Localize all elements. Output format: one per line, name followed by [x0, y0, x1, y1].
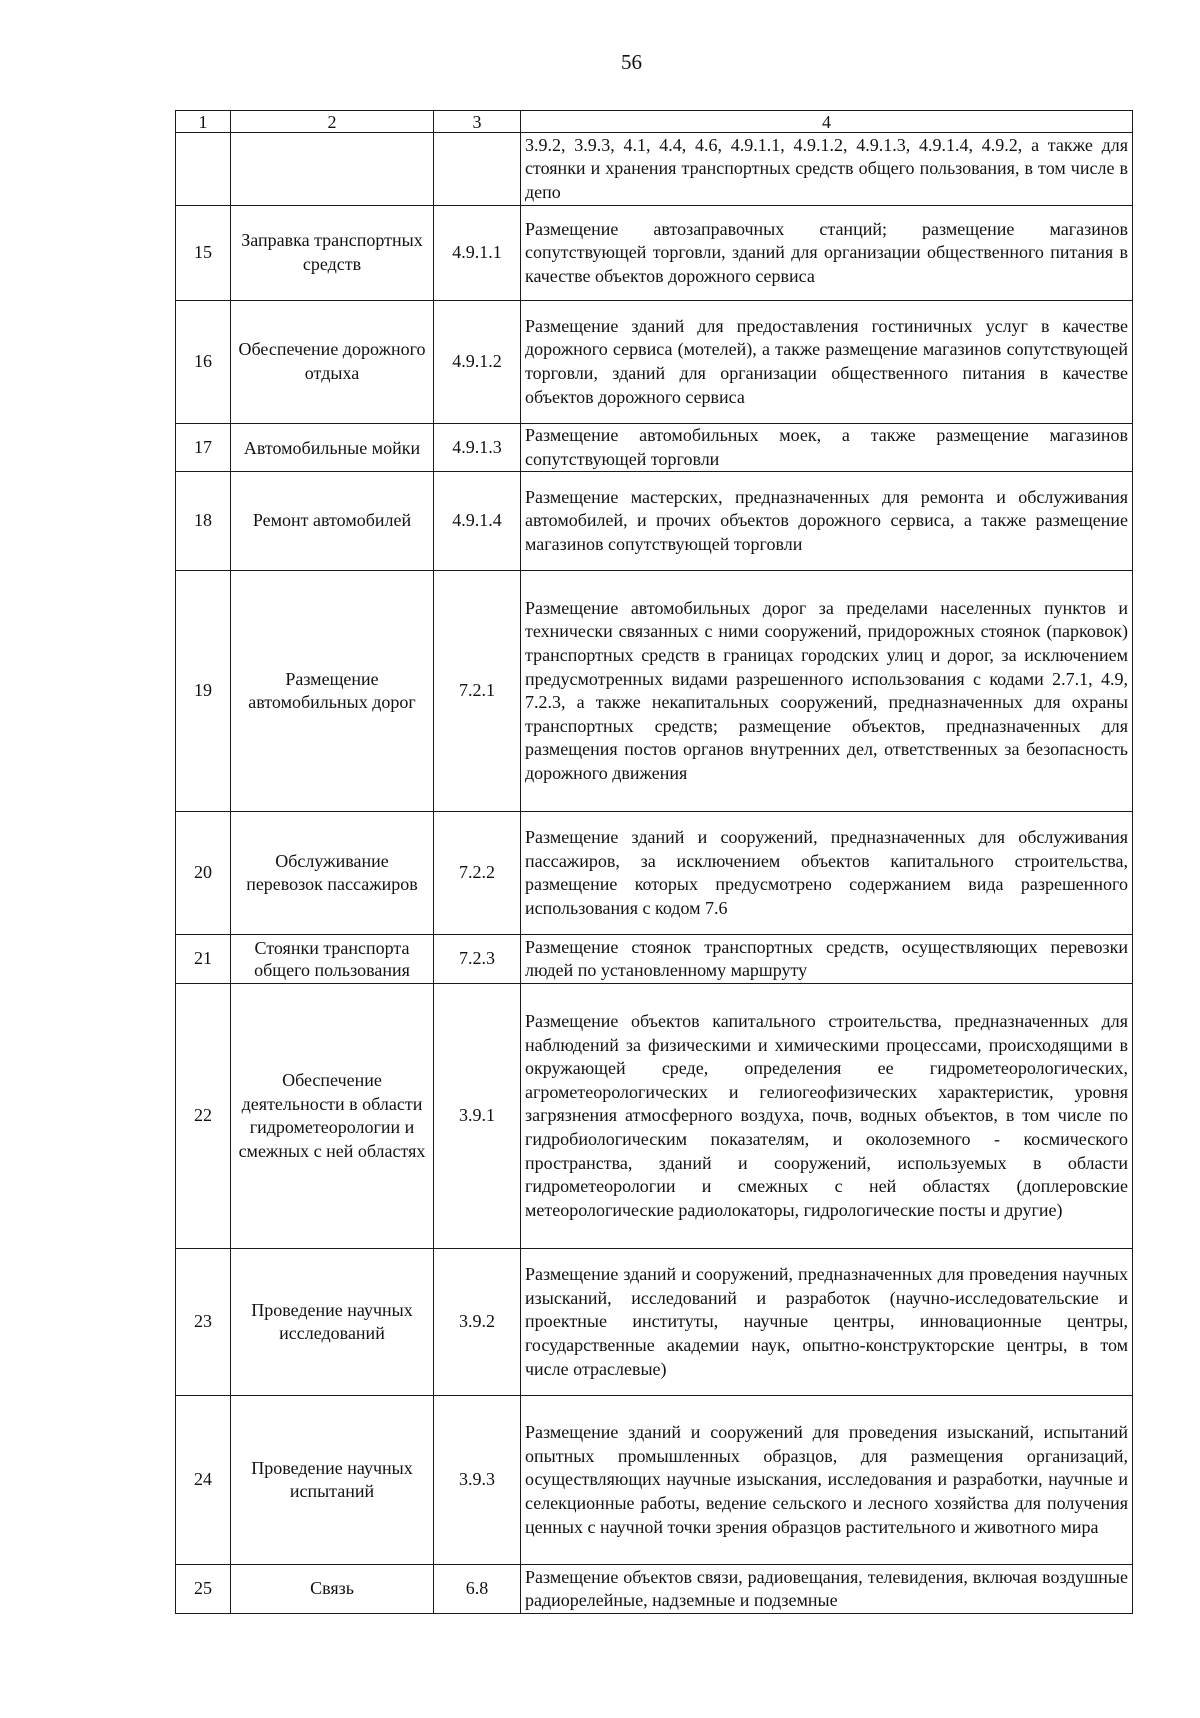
- use-description: Размещение мастерских, предназначенных для ремонта и обслуживания автомобилей, и прочих объектов дорожного сервиса, а также размещение магазинов сопутствующей торговли: [521, 472, 1133, 571]
- land-use-table: [175, 110, 1133, 1614]
- use-name: Обеспечение дорожного отдыха: [231, 301, 434, 424]
- row-number: 16: [176, 301, 231, 424]
- header-col-3: 3: [434, 111, 521, 133]
- table-row: [176, 935, 1133, 984]
- use-description: Размещение объектов связи, радиовещания, телевидения, включая воздушные радиорелейные, надземные и подземные: [521, 1565, 1133, 1614]
- use-name: Автомобильные мойки: [231, 424, 434, 472]
- row-number: 21: [176, 935, 231, 984]
- row-number: 22: [176, 984, 231, 1249]
- use-code: [434, 133, 521, 206]
- header-col-4: 4: [521, 111, 1133, 133]
- table-row: [176, 133, 1133, 206]
- use-code: 6.8: [434, 1565, 521, 1614]
- row-number: 25: [176, 1565, 231, 1614]
- use-description: Размещение зданий и сооружений для проведения изысканий, испытаний опытных промышленных образцов, для размещения организаций, осуществляющих научные изыскания, исследования и разработки, научные и селекционные работы, ведение сельского и лесного хозяйства для получения ценных с научной точки зрения образцов растительного и животного мира: [521, 1396, 1133, 1565]
- table-row: [176, 812, 1133, 935]
- use-name: [231, 133, 434, 206]
- use-description: Размещение автомобильных моек, а также размещение магазинов сопутствующей торговли: [521, 424, 1133, 472]
- use-name: Обслуживание перевозок пассажиров: [231, 812, 434, 935]
- use-description: Размещение автозаправочных станций; размещение магазинов сопутствующей торговли, зданий для организации общественного питания в качестве объектов дорожного сервиса: [521, 206, 1133, 301]
- row-number: 23: [176, 1249, 231, 1396]
- table-row: [176, 301, 1133, 424]
- use-code: 4.9.1.2: [434, 301, 521, 424]
- use-code: 3.9.1: [434, 984, 521, 1249]
- table-row: [176, 1565, 1133, 1614]
- use-description: Размещение зданий для предоставления гостиничных услуг в качестве дорожного сервиса (мотелей), а также размещение магазинов сопутствующей торговли, зданий для организации общественного питания в качестве объектов дорожного сервиса: [521, 301, 1133, 424]
- table-row: [176, 984, 1133, 1249]
- use-name: Проведение научных исследований: [231, 1249, 434, 1396]
- table-row: [176, 472, 1133, 571]
- use-description: 3.9.2, 3.9.3, 4.1, 4.4, 4.6, 4.9.1.1, 4.9.1.2, 4.9.1.3, 4.9.1.4, 4.9.2, а также для стоянки и хранения транспортных средств общего пользования, в том числе в депо: [521, 133, 1133, 206]
- use-code: 4.9.1.4: [434, 472, 521, 571]
- use-name: Стоянки транспорта общего пользования: [231, 935, 434, 984]
- use-code: 4.9.1.1: [434, 206, 521, 301]
- row-number: 18: [176, 472, 231, 571]
- page-number: 56: [621, 50, 642, 74]
- row-number: 24: [176, 1396, 231, 1565]
- use-code: 7.2.3: [434, 935, 521, 984]
- row-number: 15: [176, 206, 231, 301]
- row-number: 20: [176, 812, 231, 935]
- use-description: Размещение стоянок транспортных средств, осуществляющих перевозки людей по установленному маршруту: [521, 935, 1133, 984]
- table-header-row: [176, 111, 1133, 133]
- header-col-1: 1: [176, 111, 231, 133]
- use-description: Размещение зданий и сооружений, предназначенных для проведения научных изысканий, исследований и разработок (научно-исследовательские и проектные институты, научные центры, инновационные центры, государственные академии наук, опытно-конструкторские центры, в том числе отраслевые): [521, 1249, 1133, 1396]
- use-name: Связь: [231, 1565, 434, 1614]
- use-name: Проведение научных испытаний: [231, 1396, 434, 1565]
- row-number: [176, 133, 231, 206]
- use-name: Обеспечение деятельности в области гидрометеорологии и смежных с ней областях: [231, 984, 434, 1249]
- use-name: Размещение автомобильных дорог: [231, 571, 434, 812]
- row-number: 19: [176, 571, 231, 812]
- use-code: 7.2.2: [434, 812, 521, 935]
- use-name: Ремонт автомобилей: [231, 472, 434, 571]
- table-row: [176, 571, 1133, 812]
- row-number: 17: [176, 424, 231, 472]
- table-row: [176, 1249, 1133, 1396]
- use-code: 3.9.3: [434, 1396, 521, 1565]
- header-col-2: 2: [231, 111, 434, 133]
- use-code: 3.9.2: [434, 1249, 521, 1396]
- use-description: Размещение объектов капитального строительства, предназначенных для наблюдений за физическими и химическими процессами, происходящими в окружающей среде, определения ее гидрометеорологических, агрометеорологических и гелиогеофизических характеристик, уровня загрязнения атмосферного воздуха, почв, водных объектов, в том числе по гидробиологическим показателям, и околоземного - космического пространства, зданий и сооружений, используемых в области гидрометеорологии и смежных с ней областях (доплеровские метеорологические радиолокаторы, гидрологические посты и другие): [521, 984, 1133, 1249]
- use-description: Размещение автомобильных дорог за пределами населенных пунктов и технически связанных с ними сооружений, придорожных стоянок (парковок) транспортных средств в границах городских улиц и дорог, за исключением предусмотренных видами разрешенного использования с кодами 2.7.1, 4.9, 7.2.3, а также некапитальных сооружений, предназначенных для охраны транспортных средств; размещение объектов, предназначенных для размещения постов органов внутренних дел, ответственных за безопасность дорожного движения: [521, 571, 1133, 812]
- table-row: [176, 424, 1133, 472]
- use-description: Размещение зданий и сооружений, предназначенных для обслуживания пассажиров, за исключением объектов капитального строительства, размещение которых предусмотрено содержанием вида разрешенного использования с кодом 7.6: [521, 812, 1133, 935]
- use-code: 7.2.1: [434, 571, 521, 812]
- table-row: [176, 206, 1133, 301]
- table-row: [176, 1396, 1133, 1565]
- use-code: 4.9.1.3: [434, 424, 521, 472]
- use-name: Заправка транспортных средств: [231, 206, 434, 301]
